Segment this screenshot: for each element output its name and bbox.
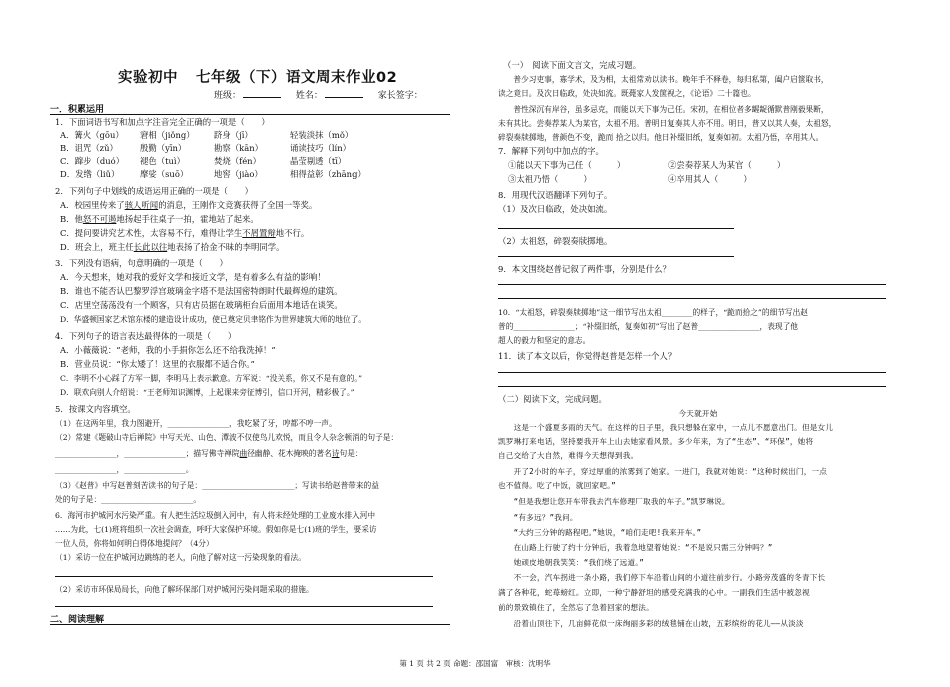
q2-b-post: 地扬起手往桌子一拍，霍地站了起来。 xyxy=(116,214,259,224)
passage-line-2: 读之竟日。及次日临政，处决如流。既薨家人发箧视之，《论语》二十篇也。 xyxy=(498,89,756,98)
question-10-c: 超人的毅力和坚定的意志。 xyxy=(498,336,591,345)
story-line-10: 她顽皮地朝我笑笑：“我们绕了远道。” xyxy=(498,558,645,567)
q8-item-2: （2）太祖怒，碎裂奏牍掷地。 xyxy=(498,236,613,246)
question-9: 9．本文围绕赵普记叙了两件事，分别是什么？ xyxy=(498,264,671,274)
q7-item-3: ③太祖乃悟（ ） xyxy=(508,174,592,184)
q2-option-b xyxy=(60,214,259,225)
q2-b-idiom: 怒不可遏 xyxy=(82,214,117,224)
q3-option-b: B．谁也不能否认巴黎罗浮宫玻璃金字塔不是法国密特朗时代最辉煌的建筑。 xyxy=(60,286,343,296)
title-main: 七年级（下）语文周末作业02 xyxy=(196,70,398,86)
q1-c-1: C．蹿步（duó） xyxy=(60,156,125,166)
parent-signature-label: 家长签字： xyxy=(377,91,423,101)
q5-item-3-b: 处的句子是：________________________。 xyxy=(55,495,202,504)
q1-b-3: 勘察（kān） xyxy=(214,143,263,153)
section-2-rule xyxy=(50,624,450,625)
q2-c-idiom: 不屑置辩 xyxy=(242,228,276,238)
q11-answer-line-2[interactable] xyxy=(498,386,886,387)
story-line-13: 前的景致镇住了，全然忘了急着回家的想法。 xyxy=(498,603,654,612)
q8-2-answer-line[interactable] xyxy=(498,256,734,257)
q5-item-2: （2）常建《题破山寺后禅院》中写天光、山色、潭波不仅使鸟儿欢悦，而且令人杂念顿消的句子是： xyxy=(55,433,399,442)
section-heading-1 xyxy=(50,102,104,115)
q1-b-2: 殷勤（yīn） xyxy=(140,143,187,153)
student-info-fields xyxy=(214,88,423,101)
q7-item-1: ①能以天下事为己任（ ） xyxy=(508,160,626,170)
q1-a-4: 轻装淡抹（mǒ） xyxy=(290,130,354,140)
q4-option-a: A．小薇薇说：“老师，我的小手捐你怎么还不给我洗掉！” xyxy=(60,345,276,355)
q9-answer-line-2[interactable] xyxy=(498,298,886,299)
section-1-title: 一．积累运用 xyxy=(50,105,105,115)
q1-c-4: 晶莹剔透（tī） xyxy=(290,156,347,166)
q2-a-idiom: 骇人听闻 xyxy=(124,200,159,210)
q2-d-post: 地表扬了拾金不昧的李明同学。 xyxy=(167,242,285,252)
question-1: 1．下面词语书写和加点字注音完全正确的一项是（ ） xyxy=(55,117,270,127)
story-line-5: 也不值得。吃了中饭，就回家吧。” xyxy=(498,481,616,490)
q1-option-c xyxy=(60,156,346,167)
question-8: 8．用现代汉语翻译下列句子。 xyxy=(498,190,613,200)
q3-option-c: C．店里空荡荡没有一个顾客，只有店员据在玻璃柜台后面用本地话在谈笑。 xyxy=(60,300,343,310)
q1-d-2: 摩娑（suō） xyxy=(140,169,189,179)
question-10-b: 普的________________；“补缀旧纸，复奏如初”写出了赵普________________，表现了他 xyxy=(498,322,798,331)
passage-line-3: 普性深沉有岸谷，虽多忌克，而能以天下事为己任。宋初，在相位者多龌龊循默普刚毅果断， xyxy=(498,105,829,114)
part-2-instruction: （二）阅读下文，完成问题。 xyxy=(498,394,607,404)
q6-1-answer-line[interactable] xyxy=(55,576,433,577)
q5-item-3: （3）《赵普》中写赵普刻苦读书的句子是：________________________；写读书给赵普带来的益 xyxy=(55,481,379,490)
page-title xyxy=(118,66,397,87)
q8-1-answer-line[interactable] xyxy=(498,228,734,229)
q2-option-a xyxy=(60,200,317,211)
story-line-2: 凯罗琳打来电话，坚持要我开车上山去她家看风景。多少年来，为了“生态”、“环保”，她将 xyxy=(498,437,814,446)
q6-item-1: （1）采访一位在护城河边跳练的老人，向他了解对这一污染现象的看法。 xyxy=(55,553,306,562)
q2-d-idiom: 长此以往 xyxy=(133,242,168,252)
q2-b-pre: B．他 xyxy=(60,214,83,224)
q1-c-3: 焚烧（fén） xyxy=(214,156,261,166)
question-3: 3．下列没有语病，句意明确的一项是（ ） xyxy=(55,258,228,268)
q9-answer-line-1[interactable] xyxy=(498,284,886,285)
question-6-c: 一位人员，你将如何明白得体地提问？（4分） xyxy=(55,539,214,548)
story-line-7: “有多远？”我问。 xyxy=(498,513,578,522)
q1-d-4: 相得益彰（zhāng） xyxy=(290,169,366,179)
title-school: 实验初中 xyxy=(118,70,178,86)
class-label: 班级： xyxy=(214,91,242,101)
q1-a-3: 跻身（jī） xyxy=(214,130,253,140)
q1-c-2: 褪色（tuì） xyxy=(140,156,185,166)
q8-item-1: （1）及次日临政，处决如流。 xyxy=(498,204,613,214)
passage-line-4: 未有其比。尝奏荐某人为某官，太祖不用。普明日复奏其人亦不用。明日，普又以其人奏，太祖怒， xyxy=(498,119,837,128)
q1-d-3: 地窖（jiào） xyxy=(214,169,263,179)
story-line-3: 自己交给了大自然，难得今天想得到我。 xyxy=(498,451,639,460)
q6-2-answer-line[interactable] xyxy=(55,606,433,607)
q1-a-1: A．篝火（gōu） xyxy=(60,130,124,140)
q2-c-pre: C．提问要讲究艺术性，太容易不行，难得让学生 xyxy=(60,228,243,238)
question-6: 6．海河市护城河水污染严重。有人把生活垃圾倒入河中，有人将未经处理的工业废水排入河中 xyxy=(55,511,376,520)
q1-option-a xyxy=(60,130,353,141)
q1-option-d xyxy=(60,169,366,180)
story-line-9: 在山路上行驶了约十分钟后，我着急地望着她说：“不是说只需三分钟吗？” xyxy=(498,543,773,552)
q2-option-c xyxy=(60,228,309,239)
q2-a-post: 的消息，王刚作文竞赛获得了全国一等奖。 xyxy=(158,200,318,210)
q2-c-post: 地不行。 xyxy=(275,228,310,238)
story-line-12: 满了各种花，蛇苺螃红。立即，一种宁静舒坦的感受充满我的心中。一副我们生活中被忽视 xyxy=(498,588,810,597)
question-6-b: ……为此，七(1)班将组织一次社会调查，呼吁大家保护环境。假如你是七(1)班的学生，要采访 xyxy=(55,525,377,534)
q4-option-b: B．营业员说：“你太矮了！这里的衣服都不适合你。” xyxy=(60,359,255,369)
class-blank[interactable] xyxy=(243,89,281,98)
q2-option-d xyxy=(60,242,284,253)
q7-item-2: ②尝奏荐某人为某官（ ） xyxy=(668,160,786,170)
q3-option-d: D．华盛顿国家艺术馆东楼的建造设计成功，使已奠定贝聿铭作为世界建筑大师的地位了。 xyxy=(60,315,366,324)
name-label: 姓名： xyxy=(295,91,323,101)
section-2-title: 二、阅读理解 xyxy=(50,615,105,625)
section-heading-2 xyxy=(50,612,104,625)
q1-option-b xyxy=(60,143,351,154)
story-title: 今天就开始 xyxy=(678,409,718,418)
q3-option-a: A．今天想来，她对我的爱好文学和接近文学，是有着多么有益的影响！ xyxy=(60,272,326,282)
q2-d-pre: D．班会上，班主任 xyxy=(60,242,134,252)
q5-2b-mid: 径幽静、花木掩映的著名 xyxy=(247,449,332,458)
q7-item-4: ④卒用其人（ ） xyxy=(668,174,752,184)
q5-2b-marked-1: 曲 xyxy=(239,449,248,458)
q1-b-1: B．诅咒（zǔ） xyxy=(60,143,118,153)
story-line-8: “大约三分钟的路程吧。”她说，“咱们走吧!我来开车。” xyxy=(498,528,702,537)
question-2: 2．下列句子中划线的成语运用正确的一项是（ ） xyxy=(55,186,253,196)
q6-item-2: （2）采访市环保局局长，向他了解环保部门对护城河污染问题采取的措施。 xyxy=(55,585,314,594)
part-1-instruction: （一） 阅读下面文言文，完成习题。 xyxy=(503,60,642,70)
q5-item-1: （1）在这两年里，我力图避开，________________，我吃紧了牙，哼都不哼一声。 xyxy=(55,419,337,428)
q4-option-c: C．李明不小心踩了方军一脚，李明马上表示歉意。方军说：“没关系，你又不是有意的。” xyxy=(60,374,363,383)
question-7: 7．解释下列句中加点的字。 xyxy=(498,146,604,156)
q1-d-1: D．发绺（liǔ） xyxy=(60,169,120,179)
story-line-1: 这是一个盛夏多雨的天气。在这样的日子里，我只想躲在家中，一点儿不愿意出门。但是女儿 xyxy=(498,423,834,432)
q5-2b-marked-2: 诗 xyxy=(331,449,340,458)
q1-a-2: 窘相（jiǒng） xyxy=(140,130,195,140)
section-1-rule xyxy=(50,114,450,115)
question-5: 5．按课文内容填空。 xyxy=(55,404,136,414)
passage-line-1: 普少习吏事，寡学术，及为相，太祖常劝以读书。晚年手不释卷，每归私第，阖户启箧取书， xyxy=(498,75,829,84)
question-10: 10．“太祖怒，碎裂奏牍掷地”这一细节写出太祖________的样子，“跪而拾之”的细节写出赵 xyxy=(498,308,808,317)
q2-a-pre: A．校园里传来了 xyxy=(60,200,125,210)
q4-option-d: D．联欢向别人介绍说：“王老师知识渊博，上起课来旁征博引，信口开河，精彩极了。” xyxy=(60,388,355,397)
story-line-14: 沿着山顶往下，几亩鲜花似一床绚丽多彩的绒毯铺在山坡，五彩缤纷的花儿——从淡淡 xyxy=(498,619,804,628)
story-line-11: 不一会，汽车拐进一条小路，我们停下车沿着山间的小道往前步行。小路旁茂盛的冬青下长 xyxy=(498,573,826,582)
passage-line-5: 碎裂奏牍掷地，普颜色不变，跪而 拾之以归。他日补缀旧纸，复奏如初。太祖乃悟，卒用其人。 xyxy=(498,133,824,142)
q5-item-2-blanks xyxy=(55,448,363,459)
q11-answer-line-1[interactable] xyxy=(498,372,886,373)
q5-2b-post: 句是： xyxy=(339,449,363,458)
name-blank[interactable] xyxy=(325,89,363,98)
q5-item-2-answer: ________________，________________。 xyxy=(55,465,194,474)
page-footer: 第 1 页 共 2 页 命题：邵国富 审核：沈明华 xyxy=(399,659,551,668)
story-line-6: “但是我想让您开车带我去汽车修理厂取我的车子。”凯罗琳说。 xyxy=(498,497,730,506)
question-11: 11．读了本文以后，你觉得赵普是怎样一个人？ xyxy=(498,351,677,361)
q1-b-4: 诵读技巧（lín） xyxy=(290,143,352,153)
q5-2b-pre: ________________，________________；描写佛寺禅院 xyxy=(55,449,240,458)
question-4: 4．下列句子的语言表达最得体的一项是（ ） xyxy=(55,331,237,341)
story-line-4: 开了2小时的车子，穿过厚重的浓雾到了她家。一进门，我就对她说：“这种时候出门，一点 xyxy=(498,467,828,476)
